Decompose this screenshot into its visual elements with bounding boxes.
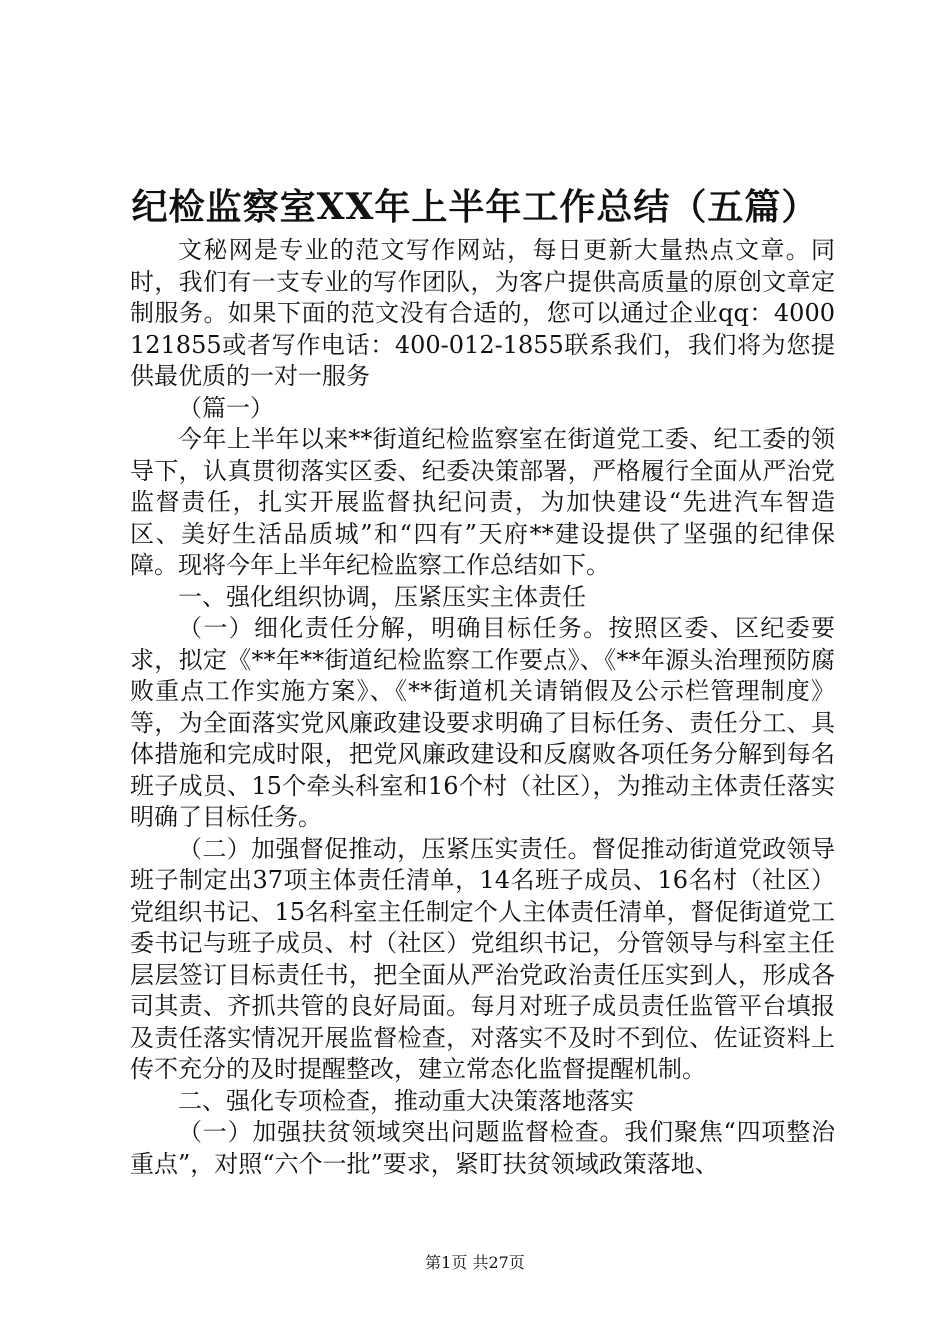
body-paragraph: （一）加强扶贫领域突出问题监督检查。我们聚焦“四项整治重点”，对照“六个一批”要求，紧盯扶贫领域政策落地、: [130, 1118, 835, 1178]
body-paragraph: （一）细化责任分解，明确目标任务。按照区委、区纪委要求，拟定《**年**街道纪检监察工作要点》、《**年源头治理预防腐败重点工作实施方案》、《**街道机关请销假及公示栏管理制度》等，为全面落实党风廉政建设要求明确了目标任务、责任分工、具体措施和完成时限，把党风廉政建设和反腐败各项任务分解到每名班子成员、15个牵头科室和16个村（社区），为推动主体责任落实明确了目标任务。: [130, 614, 835, 831]
section-heading: 二、强化专项检查，推动重大决策落地落实: [178, 1086, 634, 1115]
section-label: （篇一）: [178, 393, 274, 422]
body-paragraph: （二）加强督促推动，压紧压实责任。督促推动街道党政领导班子制定出37项主体责任清单，14名班子成员、16名村（社区）党组织书记、15名科室主任制定个人主体责任清单，督促街道党工委书记与班子成员、村（社区）党组织书记，分管领导与科室主任层层签订目标责任书，把全面从严治党政治责任压实到人，形成各司其责、齐抓共管的良好局面。每月对班子成员责任监管平台填报及责任落实情况开展监督检查，对落实不及时不到位、佐证资料上传不充分的及时提醒整改，建立常态化监督提醒机制。: [130, 834, 835, 1083]
intro-paragraph: 文秘网是专业的范文写作网站，每日更新大量热点文章。同时，我们有一支专业的写作团队，为客户提供高质量的原创文章定制服务。如果下面的范文没有合适的，您可以通过企业qq：4000121855或者写作电话：400-012-1855联系我们，我们将为您提供最优质的一对一服务: [130, 236, 835, 390]
section-heading: 一、强化组织协调，压紧压实主体责任: [178, 582, 586, 611]
body-paragraph: 今年上半年以来**街道纪检监察室在街道党工委、纪工委的领导下，认真贯彻落实区委、纪委决策部署，严格履行全面从严治党监督责任，扎实开展监督执纪问责，为加快建设“先进汽车智造区、美好生活品质城”和“四有”天府**建设提供了坚强的纪律保障。现将今年上半年纪检监察工作总结如下。: [130, 425, 835, 579]
document-body: [130, 235, 835, 1180]
page-number-footer: 第1页 共27页: [425, 1253, 525, 1272]
document-title: 纪检监察室XX年上半年工作总结（五篇）: [131, 186, 819, 228]
